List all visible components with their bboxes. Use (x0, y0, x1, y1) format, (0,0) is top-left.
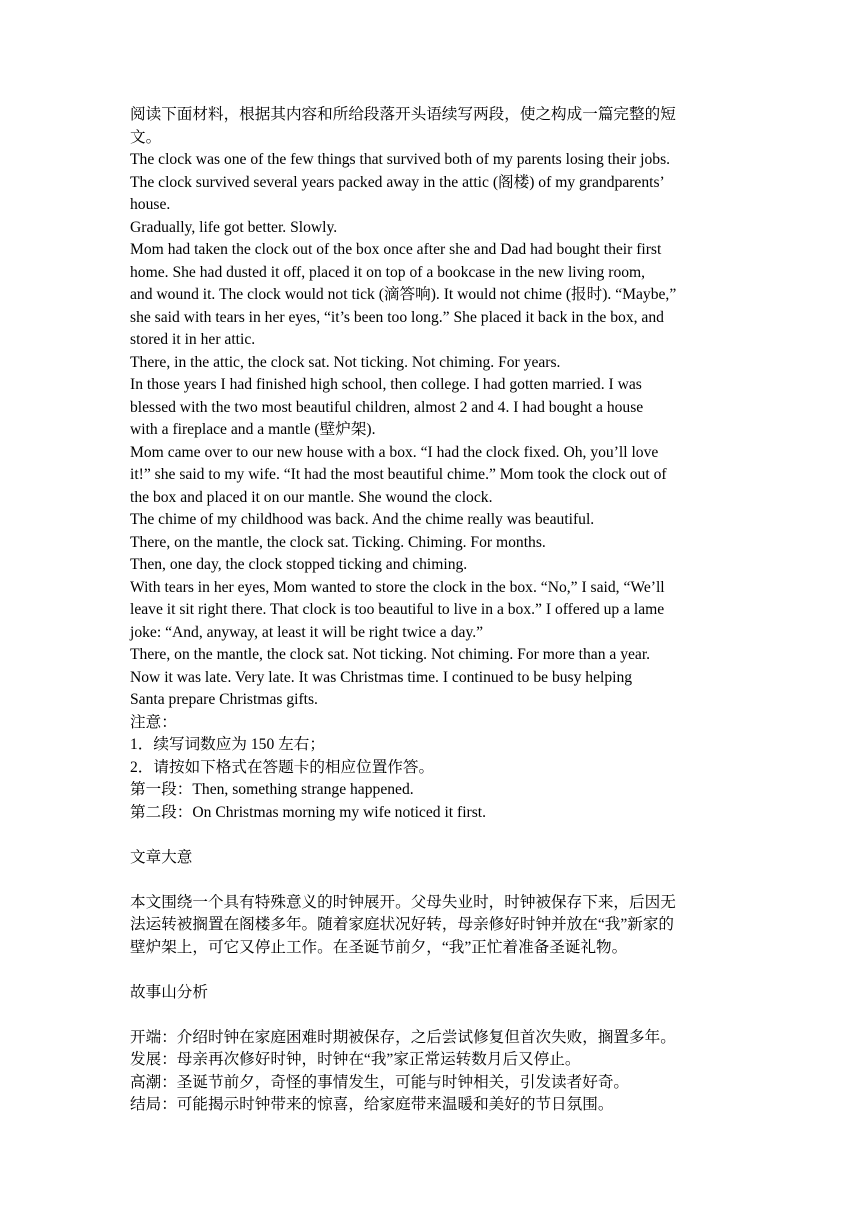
passage-line: it!” she said to my wife. “It had the most beautiful chime.” Mom took the clock out of (130, 466, 667, 483)
story-mountain-line: 结局：可能揭示时钟带来的惊喜，给家庭带来温暖和美好的节日氛围。 (130, 1096, 614, 1113)
passage-line: The clock was one of the few things that survived both of my parents losing their jobs. (130, 151, 671, 168)
passage (130, 149, 742, 712)
spacer (130, 824, 742, 847)
story-mountain-section (130, 982, 742, 1117)
passage-line: With tears in her eyes, Mom wanted to store the clock in the box. “No,” I said, “We’ll (130, 578, 665, 596)
passage-line: home. She had dusted it off, placed it on top of a bookcase in the new living room, (130, 263, 646, 281)
passage-line: In those years I had finished high school, then college. I had gotten married. I was (130, 376, 642, 393)
summary-line: 本文围绕一个具有特殊意义的时钟展开。父母失业时，时钟被保存下来，后因无 (130, 893, 676, 911)
passage-line: Mom had taken the clock out of the box once after she and Dad had bought their first (130, 241, 662, 258)
story-mountain-line: 高潮：圣诞节前夕，奇怪的事情发生，可能与时钟相关，引发读者好奇。 (130, 1073, 630, 1091)
passage-line: There, on the mantle, the clock sat. Not ticking. Not chiming. For more than a year. (130, 646, 651, 663)
passage-line: Then, one day, the clock stopped ticking and chiming. (130, 556, 468, 573)
instruction-line: 阅读下面材料，根据其内容和所给段落开头语续写两段，使之构成一篇完整的短 (130, 106, 676, 123)
spacer (130, 1004, 742, 1027)
note-item: 1．续写词数应为 150 左右； (130, 736, 325, 753)
passage-line: stored it in her attic. (130, 331, 256, 348)
passage-line: Mom came over to our new house with a box. “I had the clock fixed. Oh, you’ll love (130, 443, 659, 461)
spacer (130, 959, 742, 982)
instruction-line: 文。 (130, 128, 162, 146)
passage-line: the box and placed it on our mantle. She wound the clock. (130, 488, 493, 506)
spacer (130, 869, 742, 892)
summary-line: 法运转被搁置在阁楼多年。随着家庭状况好转，母亲修好时钟并放在“我”新家的 (130, 916, 675, 933)
notes (130, 712, 742, 825)
passage-line: The clock survived several years packed away in the attic (阁楼) of my grandparents’ (130, 173, 665, 191)
passage-line: There, on the mantle, the clock sat. Ticking. Chiming. For months. (130, 533, 546, 551)
paragraph-start: 第二段：On Christmas morning my wife noticed it first. (130, 803, 487, 821)
passage-line: and wound it. The clock would not tick (滴答响). It would not chime (报时). “Maybe,” (130, 286, 677, 303)
note-item: 2．请按如下格式在答题卡的相应位置作答。 (130, 758, 435, 776)
passage-line: house. (130, 196, 171, 213)
story-mountain-line: 开端：介绍时钟在家庭困难时期被保存，之后尝试修复但首次失败，搁置多年。 (130, 1028, 676, 1046)
passage-line: There, in the attic, the clock sat. Not ticking. Not chiming. For years. (130, 353, 561, 371)
story-mountain-line: 发展：母亲再次修好时钟，时钟在“我”家正常运转数月后又停止。 (130, 1051, 581, 1068)
instructions (130, 104, 742, 149)
passage-line: blessed with the two most beautiful children, almost 2 and 4. I had bought a house (130, 398, 644, 416)
notes-heading: 注意： (130, 713, 177, 731)
passage-line: The chime of my childhood was back. And the chime really was beautiful. (130, 511, 595, 528)
paragraph-start: 第一段：Then, something strange happened. (130, 781, 414, 798)
story-mountain-heading: 故事山分析 (130, 983, 208, 1001)
summary-section (130, 847, 742, 960)
passage-line: joke: “And, anyway, at least it will be right twice a day.” (130, 623, 484, 641)
passage-line: leave it sit right there. That clock is too beautiful to live in a box.” I offered up a lame (130, 601, 665, 618)
summary-line: 壁炉架上，可它又停止工作。在圣诞节前夕，“我”正忙着准备圣诞礼物。 (130, 938, 628, 956)
document-page (130, 104, 742, 1117)
passage-line: Santa prepare Christmas gifts. (130, 691, 318, 708)
passage-line: she said with tears in her eyes, “it’s been too long.” She placed it back in the box, and (130, 308, 664, 326)
passage-line: Gradually, life got better. Slowly. (130, 218, 338, 236)
passage-line: Now it was late. Very late. It was Christmas time. I continued to be busy helping (130, 668, 633, 686)
summary-heading: 文章大意 (130, 848, 193, 866)
passage-line: with a fireplace and a mantle (壁炉架). (130, 421, 376, 438)
